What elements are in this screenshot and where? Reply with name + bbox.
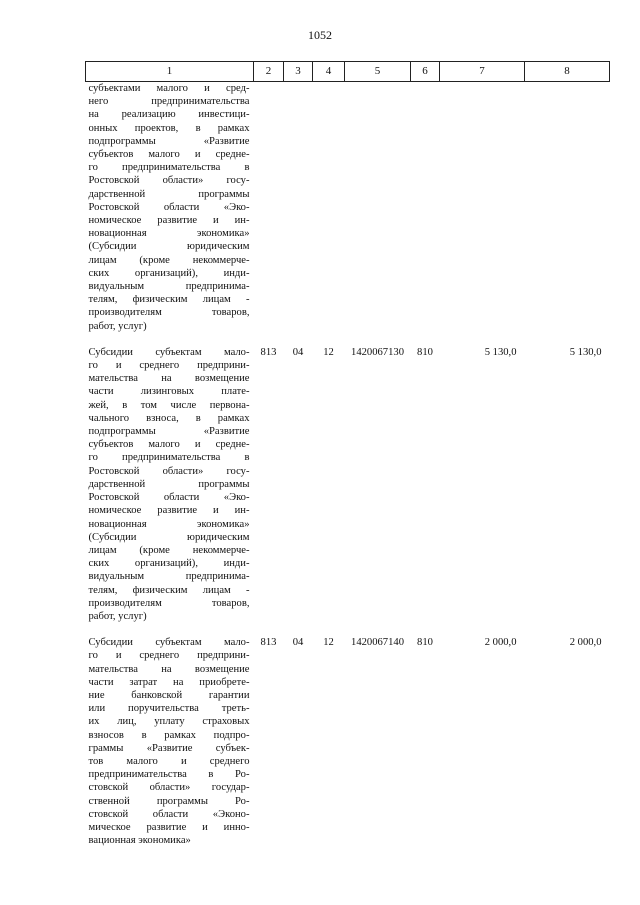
description-line: мательства на возмещение (88, 373, 250, 385)
description-line: вационная экономика» (88, 835, 191, 847)
column-header-8: 8 (525, 62, 610, 82)
description-line: лицам (кроме некоммерче- (88, 544, 250, 556)
description-line: го и среднего предприни- (88, 360, 250, 372)
amount-year2-cell (525, 82, 610, 346)
expense-type-cell (411, 82, 440, 346)
amount-year1-cell (440, 82, 525, 346)
description-line: видуальным предпринима- (88, 281, 250, 293)
amount-year2-cell: 2 000,0 (569, 637, 602, 649)
table-header-row (86, 62, 610, 82)
description-line: работ, услуг) (88, 320, 147, 332)
ministry-code-cell: 813 (260, 346, 277, 358)
description-line: телям, физическим лицам - (88, 584, 250, 596)
description-line: мательства на возмещение (88, 663, 250, 675)
description-line: субъектами малого и сред- (88, 83, 250, 94)
description-line: Ростовской области «Эко- (88, 201, 250, 213)
subsection-code-cell: 12 (323, 637, 334, 649)
description-line: го предпринимательства в (88, 452, 250, 464)
description-line: го и среднего предприни- (88, 650, 250, 662)
description-line: мическое развитие и инно- (88, 821, 250, 833)
section-code-cell: 04 (292, 346, 304, 358)
description-line: него предпринимательства (88, 96, 250, 108)
description-line: Ростовской области» госу- (88, 465, 250, 477)
description-line: номическое развитие и ин- (88, 505, 250, 517)
description-line: Ростовской области «Эко- (88, 492, 250, 504)
target-article-cell: 1420067130 (351, 346, 404, 358)
row-description (86, 82, 254, 346)
description-line: ственной программы Ро- (88, 795, 250, 807)
description-line: дарственной программы (88, 188, 250, 200)
description-line: части затрат на приобрете- (88, 676, 250, 688)
description-line: жей, в том числе первона- (88, 399, 250, 411)
page-number: 1052 (308, 28, 332, 42)
column-header-6: 6 (411, 62, 440, 82)
description-line: го предпринимательства в (88, 162, 250, 174)
description-line: лицам (кроме некоммерче- (88, 254, 250, 266)
table-row (86, 636, 610, 847)
description-line: подпрограммы «Развитие (88, 426, 250, 438)
subsection-code-cell: 12 (323, 346, 334, 358)
description-line: (Субсидии юридическим (88, 531, 250, 543)
amount-year1-cell: 2 000,0 (484, 637, 517, 649)
description-line: на реализацию инвестици- (88, 109, 250, 121)
column-header-5: 5 (345, 62, 411, 82)
description-line: чального взноса, в рамках (88, 412, 250, 424)
description-line: их лиц, уплату страховых (88, 716, 250, 728)
amount-year1-cell: 5 130,0 (484, 346, 517, 358)
expense-type-cell: 810 (417, 637, 433, 649)
description-line: субъектов малого и средне- (88, 439, 250, 451)
section-code-cell (284, 82, 313, 346)
description-line: субъектов малого и средне- (88, 149, 250, 161)
description-line: ние банковской гарантии (88, 689, 250, 701)
description-line: Ростовской области» госу- (88, 175, 250, 187)
subsection-code-cell (313, 82, 345, 346)
expense-type-cell: 810 (417, 346, 433, 358)
description-line: (Субсидии юридическим (88, 241, 250, 253)
column-header-3: 3 (284, 62, 313, 82)
row-description (86, 346, 254, 636)
description-line: ских организаций), инди- (88, 267, 250, 279)
amount-year2-cell: 5 130,0 (569, 346, 602, 358)
description-line: новационная экономика» (88, 228, 250, 240)
description-line: ских организаций), инди- (88, 558, 250, 570)
table-row (86, 346, 610, 636)
description-line: части лизинговых плате- (88, 386, 250, 398)
column-header-2: 2 (254, 62, 284, 82)
budget-table (85, 61, 610, 847)
section-code-cell: 04 (292, 637, 304, 649)
description-line: производителям товаров, (88, 597, 250, 609)
description-line: предпринимательства в Ро- (88, 769, 250, 781)
description-line: тов малого и среднего (88, 755, 250, 767)
ministry-code-cell: 813 (260, 637, 277, 649)
column-header-4: 4 (313, 62, 345, 82)
column-header-1: 1 (86, 62, 254, 82)
target-article-cell: 1420067140 (351, 637, 404, 649)
description-line: видуальным предпринима- (88, 571, 250, 583)
column-header-7: 7 (440, 62, 525, 82)
description-line: Субсидии субъектам мало- (88, 346, 250, 358)
ministry-code-cell (254, 82, 284, 346)
table-body (86, 82, 610, 848)
description-line: номическое развитие и ин- (88, 215, 250, 227)
description-line: работ, услуг) (88, 610, 147, 622)
table-row (86, 82, 610, 346)
description-line: подпрограммы «Развитие (88, 135, 250, 147)
description-line: новационная экономика» (88, 518, 250, 530)
description-line: телям, физическим лицам - (88, 294, 250, 306)
target-article-cell (345, 82, 411, 346)
row-description (86, 636, 254, 847)
description-line: дарственной программы (88, 478, 250, 490)
description-line: взносов в рамках подпро- (88, 729, 250, 741)
description-line: граммы «Развитие субъек- (88, 742, 250, 754)
description-line: или поручительства треть- (88, 703, 250, 715)
description-line: стовской области» государ- (88, 782, 250, 794)
description-line: онных проектов, в рамках (88, 122, 250, 134)
description-line: Субсидии субъектам мало- (88, 637, 250, 649)
description-line: стовской области «Эконо- (88, 808, 250, 820)
description-line: производителям товаров, (88, 307, 250, 319)
